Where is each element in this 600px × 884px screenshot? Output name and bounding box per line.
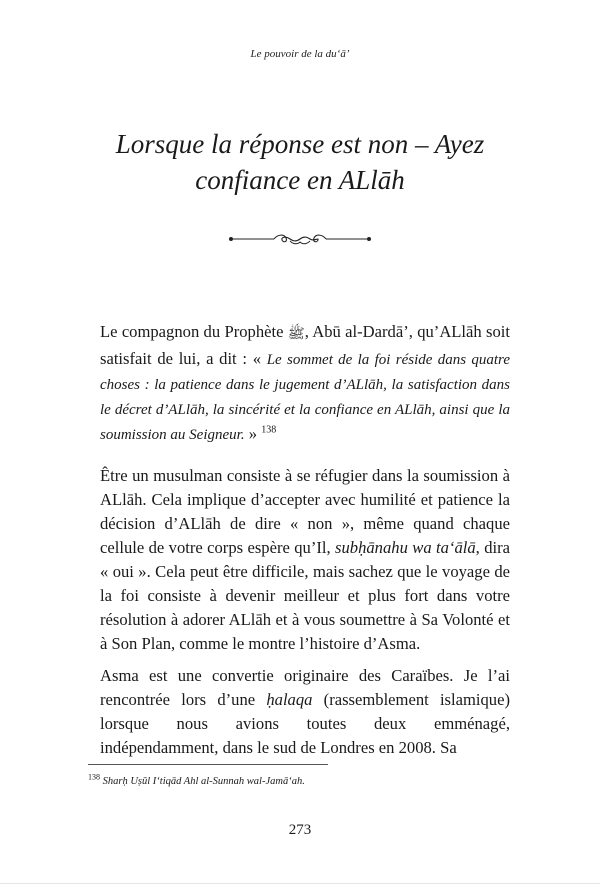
footnote-reference[interactable]: 138 [261, 424, 277, 436]
quote-intro-b: , Abū al-Dardā’, qu’ALlāh soit satisfait de lui, a dit : « [100, 322, 511, 368]
paragraph-3-text-a: Asma est une convertie originaire des Caraïbes. Je l’ai rencontrée lors d’une [100, 666, 510, 709]
page-number: 273 [288, 822, 312, 838]
paragraph-2-text-a: Être un musulman consiste à se réfugier dans la soumission à ALlāh. Cela implique d’accepter avec humilité et patience la décision d’ALlāh de dire « non », même quand chaque cellule de votre corps espère qu’Il, [100, 466, 510, 557]
paragraph-2-italic: subḥānahu wa ta‘ālā [335, 538, 476, 557]
chapter-title [60, 126, 540, 198]
running-header: Le pouvoir de la du‘ā’ [250, 48, 350, 60]
flourish-divider-icon [228, 230, 372, 248]
chapter-title-line-1: Lorsque la réponse est non – Ayez [115, 129, 485, 159]
paragraph-2-text-b: , dira « oui ». Cela peut être difficile, mais sachez que le voyage de la foi consiste à devenir meilleur et plus fort dans votre résolution à adorer ALlāh et à vous soumettre à Sa Volonté et à Son Plan, comme le montre l’histoire d’Asma. [100, 538, 510, 653]
paragraph-3 [100, 664, 510, 760]
paragraph-3-italic: ḥalaqa [266, 690, 313, 709]
footnote-number: 138 [88, 772, 100, 782]
quote-close: » [244, 424, 262, 443]
prophet-seal-icon: ﷺ [287, 327, 305, 342]
quote-paragraph [100, 320, 510, 447]
chapter-title-line-2: confiance en ALlāh [195, 165, 405, 195]
footnote-text: Sharḥ Uṣūl I‘tiqād Ahl al-Sunnah wal-Jamā‘ah. [102, 776, 305, 787]
quote-text: Le sommet de la foi réside dans quatre choses : la patience dans le jugement d’ALlāh, la satisfaction dans le décret d’ALlāh, la sincérité et la confiance en ALlāh, ainsi que la soumission au Seigneur. [100, 352, 510, 443]
footnote-divider [88, 764, 328, 765]
paragraph-3-text-b: (rassemblement islamique) lorsque nous avions toutes deux emménagé, indépendamment, dans le sud de Londres en 2008. Sa [100, 690, 510, 757]
paragraph-2 [100, 464, 510, 656]
footnote [88, 772, 518, 787]
quote-intro-a: Le compagnon du Prophète [100, 322, 284, 341]
